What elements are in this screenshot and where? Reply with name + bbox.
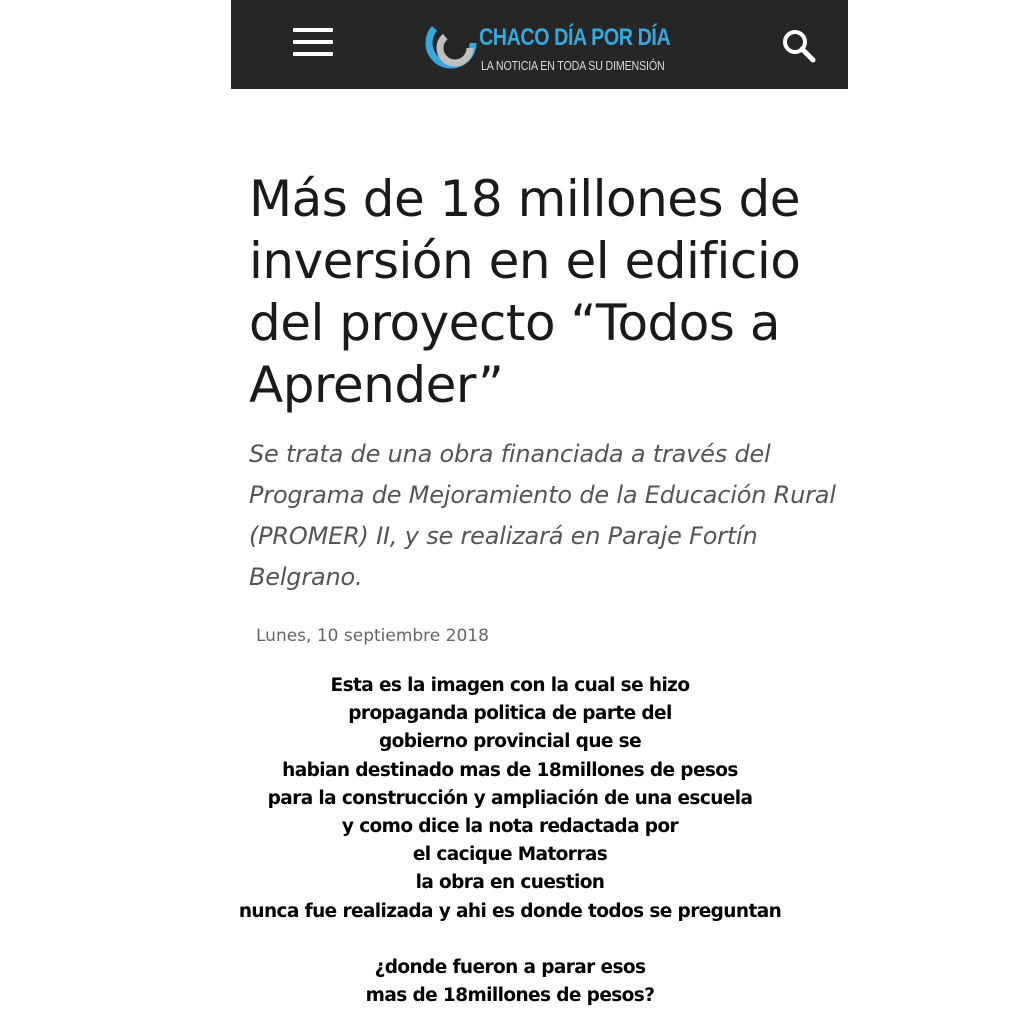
search-icon[interactable] [779,26,819,66]
logo-swirl-icon [421,12,483,74]
note-question-line: mas de 18millones de pesos? [365,985,655,1007]
note-line: nunca fue realizada y ahi es donde todos se preguntan [238,900,782,922]
article-date: Lunes, 10 septiembre 2018 [256,626,489,646]
article-subtitle: Se trata de una obra financiada a través del Programa de Mejoramiento de la Educación Rural (PROMER) II, y se realizará en Paraje Fortín Belgrano. [249,440,836,591]
hamburger-menu-icon[interactable] [293,28,335,58]
note-line: la obra en cuestion [415,872,605,894]
note-line: habian destinado mas de 18millones de pesos [282,759,738,781]
note-line: el cacique Matorras [412,844,608,866]
note-line: y como dice la nota redactada por [341,816,679,838]
note-question-line: ¿donde fueron a parar esos [374,956,646,978]
note-line: gobierno provincial que se [378,731,642,753]
note-line: propaganda politica de parte del [348,703,672,725]
site-logo[interactable] [421,12,671,76]
note-spacer [200,926,820,954]
logo-subtitle: LA NOTICIA EN TODA SU DIMENSIÓN [481,58,665,73]
note-line: Esta es la imagen con la cual se hizo [330,675,690,696]
logo-title: CHACO DÍA POR DÍA [479,24,671,51]
overlay-note [200,672,820,1010]
note-line: para la construcción y ampliación de una escuela [267,787,753,809]
article-title: Más de 18 millones de inversión en el edificio del proyecto “Todos a Aprender” [249,170,801,414]
site-header [231,0,848,89]
